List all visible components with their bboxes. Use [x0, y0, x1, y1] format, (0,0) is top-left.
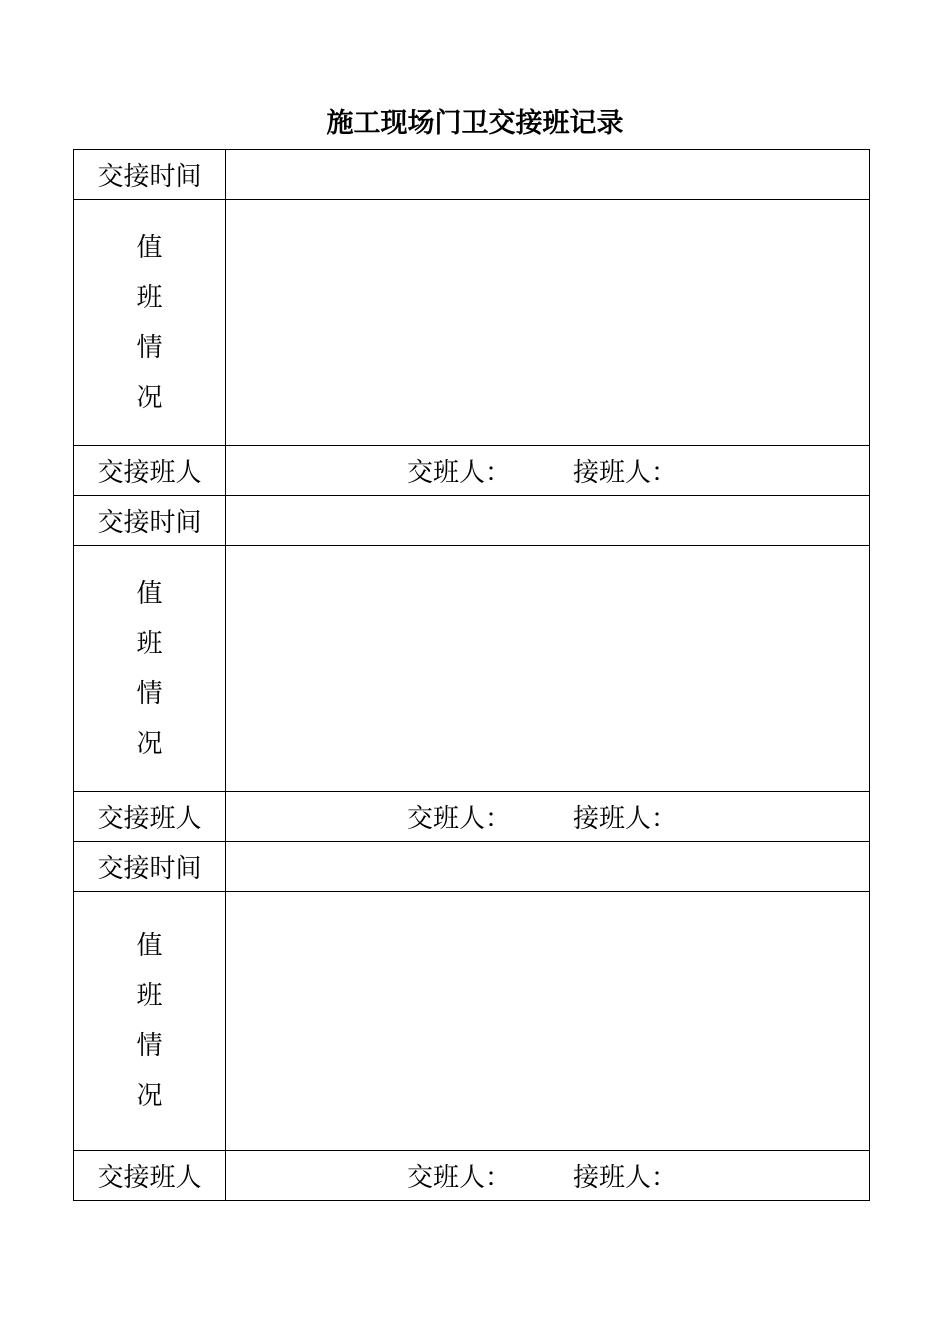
shift-3-duty-label — [74, 892, 226, 1151]
shift-1-time-field[interactable] — [226, 150, 870, 200]
shift-3-duty-row — [74, 892, 870, 1151]
receiver-label: 接班人： — [573, 1163, 678, 1193]
duty-label-char: 班 — [136, 282, 163, 313]
duty-label-char: 况 — [136, 728, 163, 759]
shift-3-handover-label: 交接班人 — [74, 1151, 226, 1201]
shift-3-time-field[interactable] — [226, 842, 870, 892]
shift-2-duty-field[interactable] — [226, 546, 870, 792]
giver-label: 交班人： — [407, 458, 512, 488]
shift-2-handover-label: 交接班人 — [74, 792, 226, 842]
shift-2-handover-field[interactable] — [226, 792, 870, 842]
duty-label-char: 值 — [136, 578, 163, 609]
duty-label-char: 值 — [136, 232, 163, 263]
giver-label: 交班人： — [407, 804, 512, 834]
duty-label-char: 值 — [136, 931, 163, 961]
shift-3-time-label: 交接时间 — [74, 842, 226, 892]
shift-1-time-row — [74, 150, 870, 200]
duty-label-char: 况 — [136, 382, 163, 413]
shift-1-duty-row — [74, 200, 870, 446]
duty-label-char: 情 — [136, 332, 163, 363]
shift-2-time-row — [74, 496, 870, 546]
shift-2-duty-row — [74, 546, 870, 792]
duty-label-char: 班 — [136, 628, 163, 659]
receiver-label: 接班人： — [573, 804, 678, 834]
shift-1-handover-row — [74, 446, 870, 496]
duty-label-char: 况 — [136, 1081, 163, 1111]
shift-2-handover-row — [74, 792, 870, 842]
shift-2-time-label: 交接时间 — [74, 496, 226, 546]
duty-label-char: 情 — [136, 1031, 163, 1061]
shift-2-duty-label — [74, 546, 226, 792]
receiver-label: 接班人： — [573, 458, 678, 488]
shift-3-duty-field[interactable] — [226, 892, 870, 1151]
shift-1-time-label: 交接时间 — [74, 150, 226, 200]
shift-1-handover-field[interactable] — [226, 446, 870, 496]
shift-2-time-field[interactable] — [226, 496, 870, 546]
shift-1-duty-label — [74, 200, 226, 446]
page-title: 施工现场门卫交接班记录 — [326, 108, 624, 139]
duty-label-char: 情 — [136, 678, 163, 709]
shift-3-time-row — [74, 842, 870, 892]
duty-label-char: 班 — [136, 981, 163, 1011]
handover-log-table — [73, 149, 870, 1201]
shift-1-handover-label: 交接班人 — [74, 446, 226, 496]
shift-1-duty-field[interactable] — [226, 200, 870, 446]
shift-3-handover-row — [74, 1151, 870, 1201]
shift-3-handover-field[interactable] — [226, 1151, 870, 1201]
giver-label: 交班人： — [407, 1163, 512, 1193]
